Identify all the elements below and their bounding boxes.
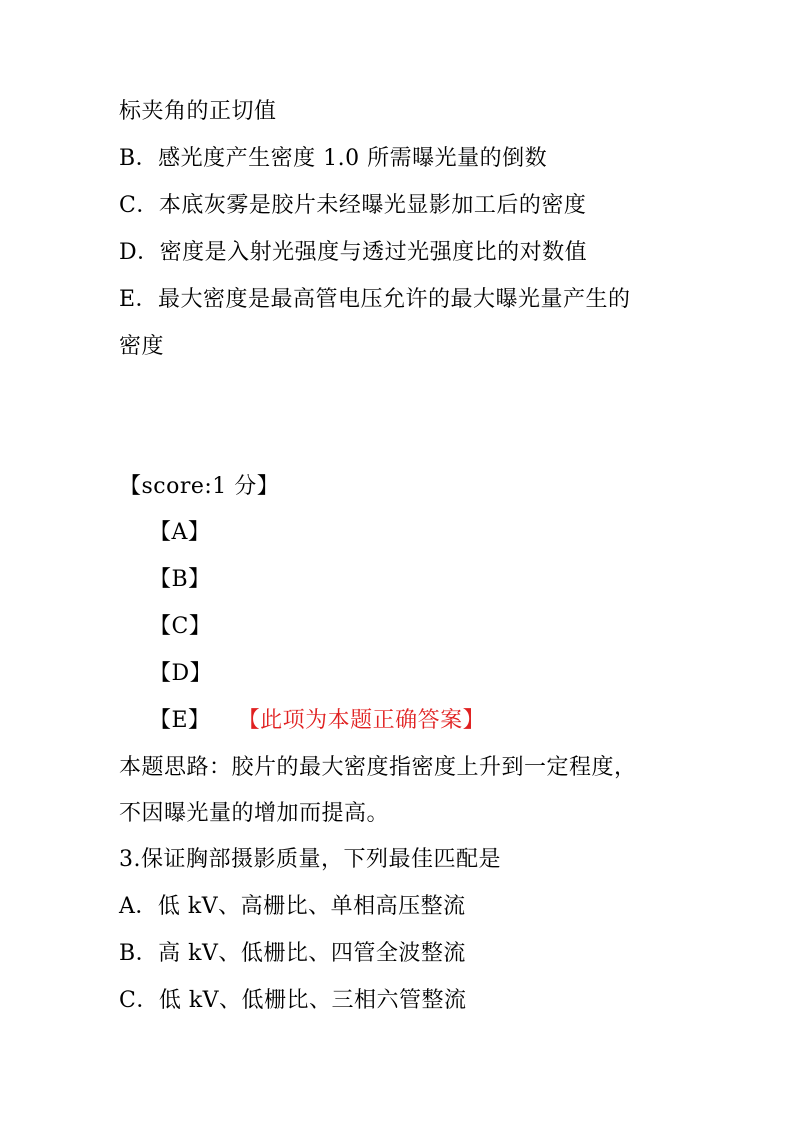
- explanation-line-2: 不因曝光量的增加而提高。: [119, 801, 390, 826]
- choice-e: 【E】: [149, 708, 211, 733]
- score-label: 【score:1 分】: [119, 474, 280, 499]
- option-e: E．最大密度是最高管电压允许的最大曝光量产生的: [119, 287, 631, 312]
- choice-d: 【D】: [149, 661, 213, 686]
- option-b: B．感光度产生密度 1.0 所需曝光量的倒数: [119, 146, 548, 171]
- next-question-stem: 3.保证胸部摄影质量，下列最佳匹配是: [119, 847, 501, 872]
- option-d: D．密度是入射光强度与透过光强度比的对数值: [119, 240, 588, 265]
- next-option-b: B．高 kV、低栅比、四管全波整流: [119, 941, 466, 966]
- choice-c: 【C】: [149, 614, 212, 639]
- correct-answer-flag: 【此项为本题正确答案】: [248, 708, 486, 733]
- choice-e-row: [149, 706, 485, 736]
- next-option-c: C．低 kV、低栅比、三相六管整流: [119, 988, 467, 1013]
- option-c: C．本底灰雾是胶片未经曝光显影加工后的密度: [119, 193, 587, 218]
- choice-b: 【B】: [149, 567, 211, 592]
- option-e-continued: 密度: [119, 334, 165, 359]
- explanation-line-1: 本题思路：胶片的最大密度指密度上升到一定程度，: [119, 755, 637, 780]
- choice-a: 【A】: [149, 520, 211, 545]
- question-stem-tail: 标夹角的正切值: [119, 99, 277, 124]
- next-option-a: A．低 kV、高栅比、单相高压整流: [119, 894, 466, 919]
